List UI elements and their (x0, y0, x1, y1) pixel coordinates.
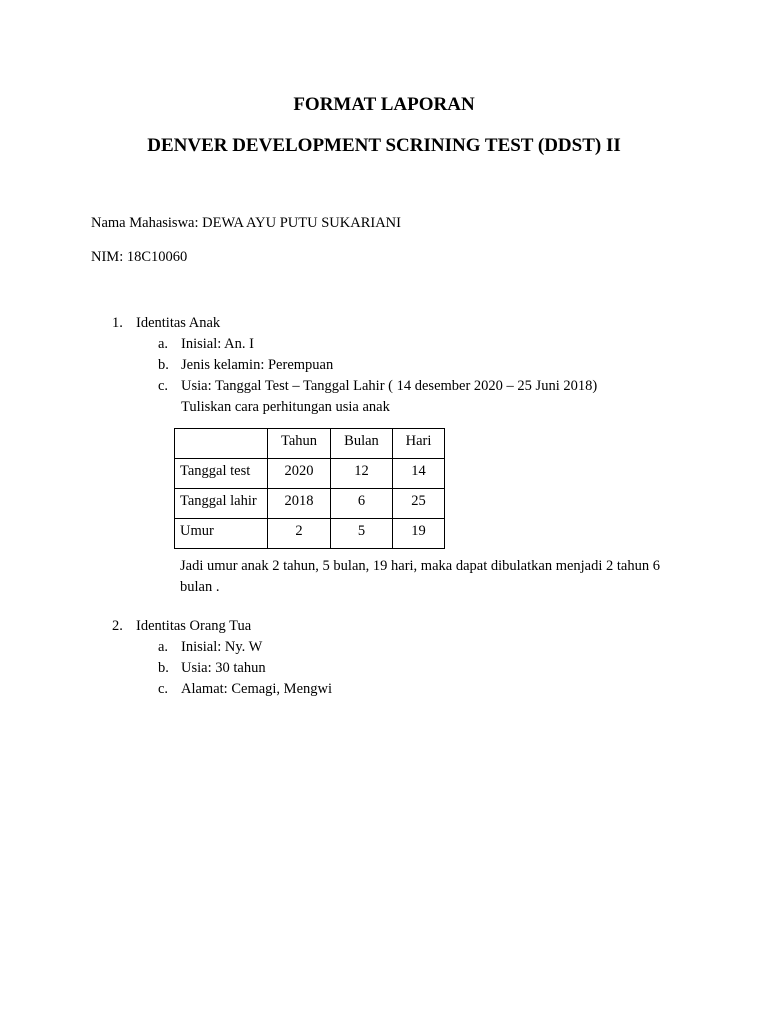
section-2-item-a-letter: a. (158, 639, 169, 655)
table-cell: Tanggal lahir (175, 489, 268, 519)
section-1-number: 1. (112, 315, 123, 331)
table-row (175, 519, 445, 549)
student-nim: NIM: 18C10060 (91, 249, 188, 265)
section-1-item-c-letter: c. (158, 378, 169, 394)
section-2-item-b-letter: b. (158, 660, 169, 676)
section-2-item-b: Usia: 30 tahun (181, 660, 266, 676)
student-name: Nama Mahasiswa: DEWA AYU PUTU SUKARIANI (91, 215, 401, 231)
table-cell: Umur (175, 519, 268, 549)
table-cell: 14 (393, 459, 445, 489)
age-calculation-table (174, 428, 445, 549)
table-cell: 2018 (268, 489, 331, 519)
section-2-item-c-letter: c. (158, 681, 169, 697)
table-cell: 5 (331, 519, 393, 549)
section-2-item-c: Alamat: Cemagi, Mengwi (181, 681, 333, 697)
table-cell: 12 (331, 459, 393, 489)
table-cell: 2020 (268, 459, 331, 489)
table-header-cell: Bulan (331, 429, 393, 459)
section-1-item-c: Usia: Tanggal Test – Tanggal Lahir ( 14 desember 2020 – 25 Juni 2018) (181, 378, 598, 394)
section-1-item-a-letter: a. (158, 336, 169, 352)
table-header-cell (175, 429, 268, 459)
section-1-item-b-letter: b. (158, 357, 169, 373)
section-1-item-a: Inisial: An. I (181, 336, 254, 352)
document-subtitle: DENVER DEVELOPMENT SCRINING TEST (DDST) II (147, 135, 621, 156)
table-cell: 25 (393, 489, 445, 519)
table-header-row (175, 429, 445, 459)
table-cell: 6 (331, 489, 393, 519)
section-2-item-a: Inisial: Ny. W (181, 639, 263, 655)
section-2-number: 2. (112, 618, 123, 634)
document-title: FORMAT LAPORAN (293, 94, 475, 115)
section-1-heading: Identitas Anak (136, 315, 221, 331)
table-row (175, 489, 445, 519)
table-cell: 19 (393, 519, 445, 549)
section-2-heading: Identitas Orang Tua (136, 618, 252, 634)
table-row (175, 459, 445, 489)
section-1-instruction: Tuliskan cara perhitungan usia anak (181, 399, 390, 415)
table-cell: 2 (268, 519, 331, 549)
table-header-cell: Tahun (268, 429, 331, 459)
table-header-cell: Hari (393, 429, 445, 459)
table-cell: Tanggal test (175, 459, 268, 489)
age-conclusion: Jadi umur anak 2 tahun, 5 bulan, 19 hari, maka dapat dibulatkan menjadi 2 tahun 6 bulan . (180, 558, 660, 595)
section-1-item-b: Jenis kelamin: Perempuan (181, 357, 334, 373)
